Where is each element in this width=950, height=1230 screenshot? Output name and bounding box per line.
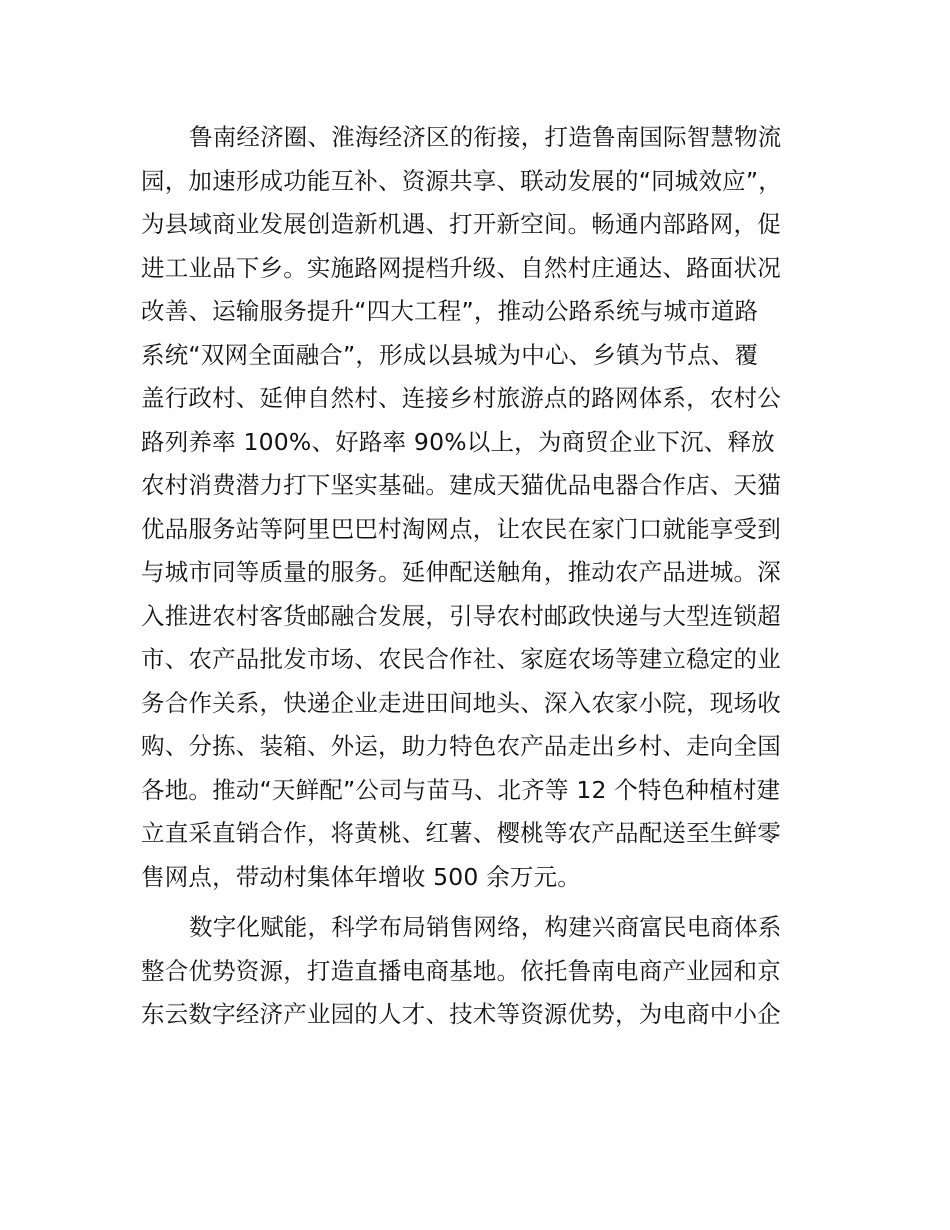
text-line: 务合作关系，快递企业走进田间地头、深入农家小院，现场收 xyxy=(141,688,781,717)
text-line: 数字化赋能，科学布局销售网络，构建兴商富民电商体系 xyxy=(189,913,782,941)
text-line: 入推进农村客货邮融合发展，引导农村邮政快递与大型连锁超 xyxy=(141,601,781,630)
text-line: 改善、运输服务提升“四大工程”，推动公路系统与城市道路 xyxy=(141,297,759,325)
text-line: 优品服务站等阿里巴巴村淘网点，让农民在家门口就能享受到 xyxy=(141,514,781,543)
text-line: 鲁南经济圈、淮海经济区的衔接，打造鲁南国际智慧物流 xyxy=(189,123,782,151)
text-line: 为县域商业发展创造新机遇、打开新空间。畅通内部路网，促 xyxy=(141,210,781,238)
paragraph-logistics xyxy=(141,116,821,899)
text-line: 整合优势资源，打造直播电商基地。依托鲁南电商产业园和京 xyxy=(141,956,781,985)
text-line: 农村消费潜力打下坚实基础。建成天猫优品电器合作店、天猫 xyxy=(141,471,781,499)
text-line: 路列养率 100%、好路率 90%以上，为商贸企业下沉、释放 xyxy=(141,427,775,456)
text-line: 进工业品下乡。实施路网提档升级、自然村庄通达、路面状况 xyxy=(141,253,781,282)
text-line: 购、分拣、装箱、外运，助力特色农产品走出乡村、走向全国 xyxy=(141,732,781,760)
text-line: 市、农产品批发市场、农民合作社、家庭农场等建立稳定的业 xyxy=(141,645,781,673)
text-line: 售网点，带动村集体年增收 500 余万元。 xyxy=(141,862,581,891)
paragraph-digital-ecommerce xyxy=(141,906,821,1037)
text-line: 立直采直销合作，将黄桃、红薯、樱桃等农产品配送至生鲜零 xyxy=(141,819,781,847)
text-line: 各地。推动“天鲜配”公司与苗马、北齐等 12 个特色种植村建 xyxy=(141,775,781,804)
text-line: 园，加速形成功能互补、资源共享、联动发展的“同城效应”， xyxy=(141,166,782,195)
text-line: 东云数字经济产业园的人才、技术等资源优势，为电商中小企 xyxy=(141,1000,781,1028)
text-line: 与城市同等质量的服务。延伸配送触角，推动农产品进城。深 xyxy=(141,558,781,586)
text-line: 盖行政村、延伸自然村、连接乡村旅游点的路网体系，农村公 xyxy=(141,384,781,412)
text-line: 系统“双网全面融合”，形成以县城为中心、乡镇为节点、覆 xyxy=(141,340,759,369)
